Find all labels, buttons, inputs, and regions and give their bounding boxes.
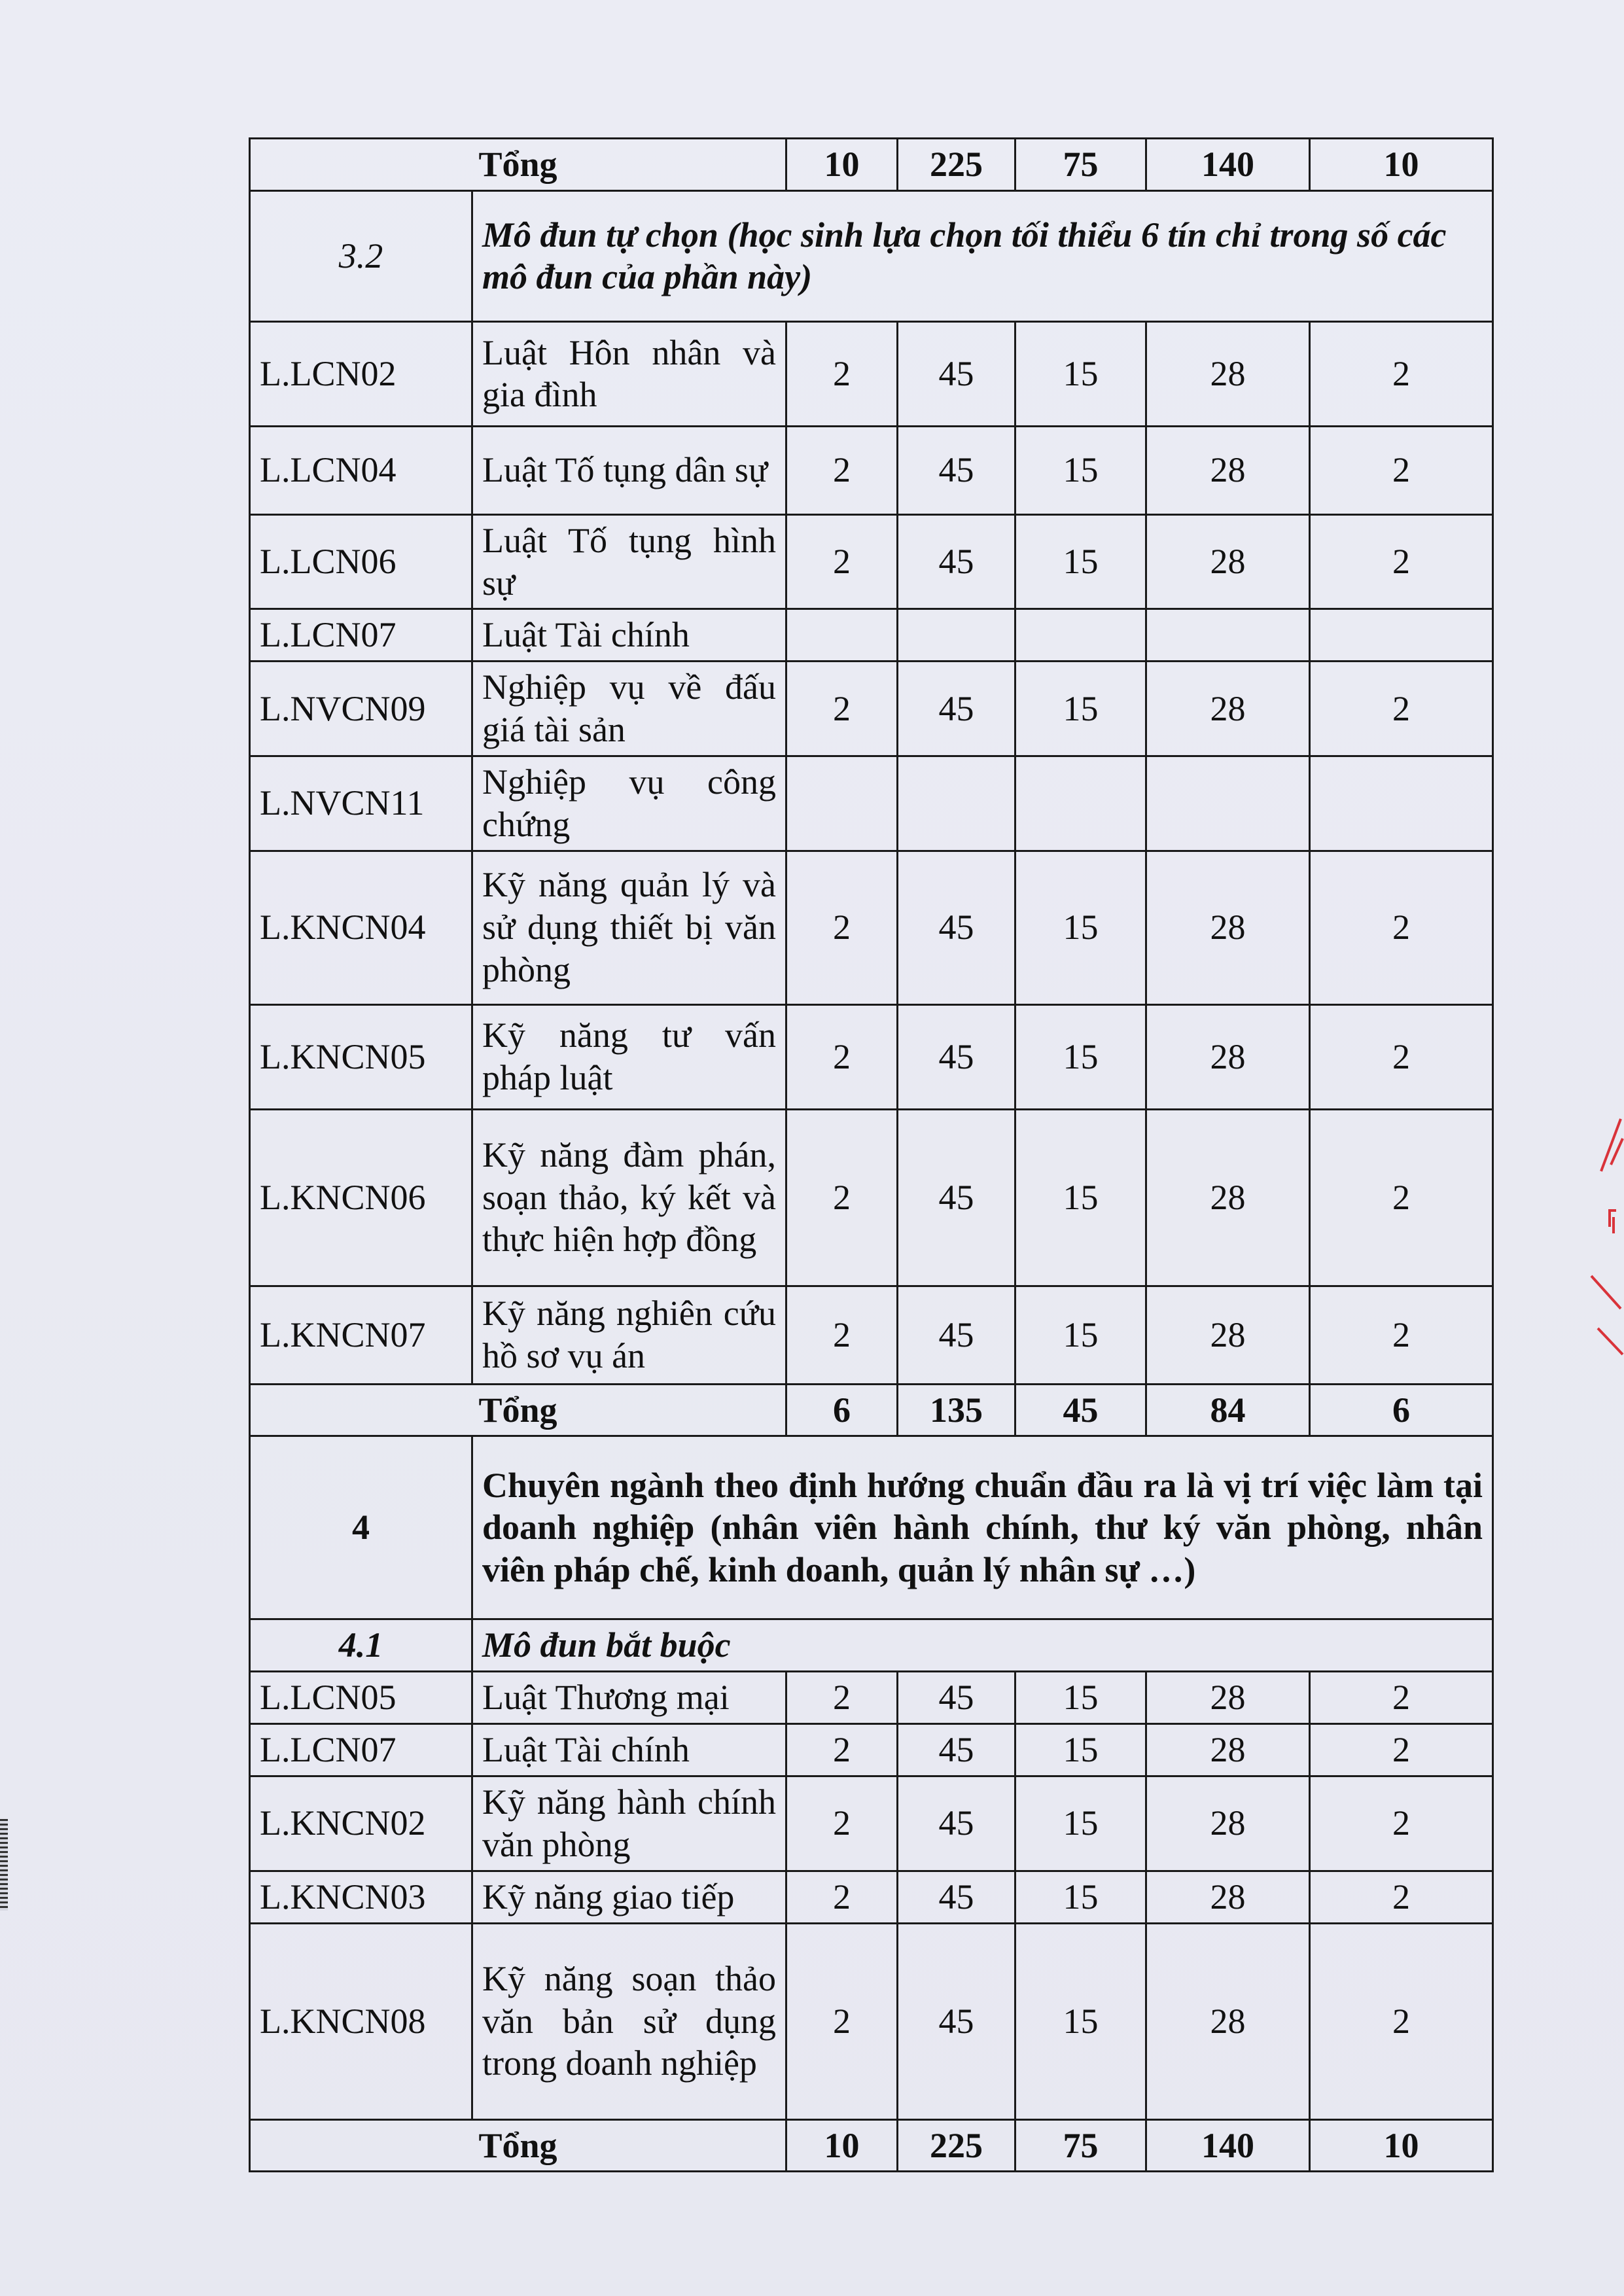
theory-cell: 15	[1015, 1776, 1146, 1871]
total-hours: 225	[898, 2119, 1015, 2172]
module-code: L.KNCN02	[250, 1776, 472, 1871]
table-row	[250, 1672, 1493, 1724]
credits-cell: 2	[786, 321, 898, 426]
table-row	[250, 851, 1493, 1004]
total-row-3-2	[250, 1384, 1493, 1436]
credits-cell: 2	[786, 1004, 898, 1109]
practice-cell: 28	[1146, 1723, 1310, 1776]
section-title: Chuyên ngành theo định hướng chuẩn đầu ra là vị trí việc làm tại doanh nghiệp (nhân viên hành chính, thư ký văn phòng, nhân viên pháp chế, kinh doanh, quản lý nhân sự …)	[472, 1436, 1493, 1619]
table-row	[250, 1004, 1493, 1109]
module-name: Kỹ năng soạn thảo văn bản sử dụng trong doanh nghiệp	[472, 1923, 786, 2119]
exam-cell: 2	[1310, 1923, 1493, 2119]
theory-cell	[1015, 609, 1146, 662]
module-code: L.KNCN08	[250, 1923, 472, 2119]
module-code: L.KNCN05	[250, 1004, 472, 1109]
hours-cell: 45	[898, 1109, 1015, 1286]
module-code: L.LCN05	[250, 1672, 472, 1724]
hours-cell: 45	[898, 1776, 1015, 1871]
credits-cell: 2	[786, 514, 898, 609]
module-name: Kỹ năng tư vấn pháp luật	[472, 1004, 786, 1109]
practice-cell	[1146, 609, 1310, 662]
table-row	[250, 321, 1493, 426]
hours-cell: 45	[898, 514, 1015, 609]
table-row	[250, 609, 1493, 662]
hours-cell: 45	[898, 426, 1015, 514]
total-credits: 10	[786, 2119, 898, 2172]
total-credits: 6	[786, 1384, 898, 1436]
credits-cell	[786, 609, 898, 662]
module-code: L.LCN07	[250, 1723, 472, 1776]
practice-cell: 28	[1146, 514, 1310, 609]
theory-cell: 15	[1015, 1723, 1146, 1776]
table-row	[250, 1723, 1493, 1776]
exam-cell: 2	[1310, 1723, 1493, 1776]
hours-cell: 45	[898, 1871, 1015, 1923]
table-row	[250, 1923, 1493, 2119]
hours-cell: 45	[898, 1923, 1015, 2119]
theory-cell: 15	[1015, 1672, 1146, 1724]
hours-cell: 45	[898, 1672, 1015, 1724]
table-row	[250, 1871, 1493, 1923]
practice-cell: 28	[1146, 1923, 1310, 2119]
scan-artifact	[0, 1819, 8, 1911]
section-header-4-1	[250, 1619, 1493, 1672]
table-row	[250, 1286, 1493, 1384]
theory-cell: 15	[1015, 514, 1146, 609]
total-theory: 75	[1015, 139, 1146, 191]
exam-cell: 2	[1310, 1672, 1493, 1724]
module-name: Kỹ năng giao tiếp	[472, 1871, 786, 1923]
theory-cell: 15	[1015, 1109, 1146, 1286]
total-theory: 45	[1015, 1384, 1146, 1436]
exam-cell: 2	[1310, 1776, 1493, 1871]
hours-cell: 45	[898, 1004, 1015, 1109]
theory-cell: 15	[1015, 321, 1146, 426]
credits-cell: 2	[786, 1109, 898, 1286]
total-row-4-1	[250, 2119, 1493, 2172]
exam-cell: 2	[1310, 426, 1493, 514]
total-label: Tổng	[250, 2119, 786, 2172]
total-practice: 84	[1146, 1384, 1310, 1436]
module-code: L.LCN06	[250, 514, 472, 609]
exam-cell: 2	[1310, 514, 1493, 609]
module-name: Kỹ năng đàm phán, soạn thảo, ký kết và thực hiện hợp đồng	[472, 1109, 786, 1286]
module-name: Luật Tài chính	[472, 1723, 786, 1776]
section-number: 4	[250, 1436, 472, 1619]
credits-cell: 2	[786, 1286, 898, 1384]
section-number: 3.2	[250, 190, 472, 321]
table-row	[250, 662, 1493, 756]
total-row-top	[250, 139, 1493, 191]
total-theory: 75	[1015, 2119, 1146, 2172]
credits-cell: 2	[786, 426, 898, 514]
module-code: L.KNCN06	[250, 1109, 472, 1286]
theory-cell	[1015, 756, 1146, 851]
theory-cell: 15	[1015, 1004, 1146, 1109]
hours-cell: 45	[898, 851, 1015, 1004]
table-row	[250, 1109, 1493, 1286]
module-name: Luật Tài chính	[472, 609, 786, 662]
hours-cell	[898, 609, 1015, 662]
exam-cell	[1310, 756, 1493, 851]
practice-cell: 28	[1146, 1109, 1310, 1286]
module-name: Kỹ năng quản lý và sử dụng thiết bị văn phòng	[472, 851, 786, 1004]
module-code: L.KNCN03	[250, 1871, 472, 1923]
hours-cell: 45	[898, 662, 1015, 756]
module-code: L.KNCN07	[250, 1286, 472, 1384]
practice-cell: 28	[1146, 662, 1310, 756]
exam-cell	[1310, 609, 1493, 662]
exam-cell: 2	[1310, 1286, 1493, 1384]
hours-cell: 45	[898, 321, 1015, 426]
practice-cell: 28	[1146, 1776, 1310, 1871]
total-practice: 140	[1146, 139, 1310, 191]
total-hours: 225	[898, 139, 1015, 191]
total-label: Tổng	[250, 1384, 786, 1436]
section-header-4	[250, 1436, 1493, 1619]
module-name: Luật Tố tụng dân sự	[472, 426, 786, 514]
practice-cell: 28	[1146, 851, 1310, 1004]
section-title: Mô đun bắt buộc	[472, 1619, 1493, 1672]
total-exam: 10	[1310, 139, 1493, 191]
curriculum-table	[249, 137, 1494, 2172]
module-name: Luật Hôn nhân và gia đình	[472, 321, 786, 426]
module-name: Luật Tố tụng hình sự	[472, 514, 786, 609]
credits-cell: 2	[786, 1776, 898, 1871]
credits-cell: 2	[786, 1871, 898, 1923]
theory-cell: 15	[1015, 426, 1146, 514]
module-name: Luật Thương mại	[472, 1672, 786, 1724]
credits-cell: 2	[786, 1723, 898, 1776]
theory-cell: 15	[1015, 851, 1146, 1004]
practice-cell	[1146, 756, 1310, 851]
table-row	[250, 756, 1493, 851]
module-name: Nghiệp vụ công chứng	[472, 756, 786, 851]
module-code: L.NVCN09	[250, 662, 472, 756]
theory-cell: 15	[1015, 1286, 1146, 1384]
total-hours: 135	[898, 1384, 1015, 1436]
hours-cell: 45	[898, 1286, 1015, 1384]
practice-cell: 28	[1146, 1004, 1310, 1109]
practice-cell: 28	[1146, 426, 1310, 514]
practice-cell: 28	[1146, 321, 1310, 426]
total-exam: 6	[1310, 1384, 1493, 1436]
module-name: Nghiệp vụ về đấu giá tài sản	[472, 662, 786, 756]
theory-cell: 15	[1015, 662, 1146, 756]
red-stamp-fragment	[1585, 1112, 1624, 1361]
module-code: L.LCN02	[250, 321, 472, 426]
hours-cell	[898, 756, 1015, 851]
practice-cell: 28	[1146, 1286, 1310, 1384]
total-label: Tổng	[250, 139, 786, 191]
theory-cell: 15	[1015, 1871, 1146, 1923]
module-code: L.NVCN11	[250, 756, 472, 851]
credits-cell: 2	[786, 662, 898, 756]
section-title: Mô đun tự chọn (học sinh lựa chọn tối thiểu 6 tín chỉ trong số các mô đun của phần này)	[472, 190, 1493, 321]
credits-cell: 2	[786, 1672, 898, 1724]
credits-cell: 2	[786, 851, 898, 1004]
total-practice: 140	[1146, 2119, 1310, 2172]
section-header-3-2	[250, 190, 1493, 321]
theory-cell: 15	[1015, 1923, 1146, 2119]
exam-cell: 2	[1310, 1109, 1493, 1286]
practice-cell: 28	[1146, 1871, 1310, 1923]
table-row	[250, 1776, 1493, 1871]
credits-cell	[786, 756, 898, 851]
total-credits: 10	[786, 139, 898, 191]
exam-cell: 2	[1310, 1871, 1493, 1923]
credits-cell: 2	[786, 1923, 898, 2119]
total-exam: 10	[1310, 2119, 1493, 2172]
table-row	[250, 514, 1493, 609]
exam-cell: 2	[1310, 662, 1493, 756]
module-name: Kỹ năng hành chính văn phòng	[472, 1776, 786, 1871]
module-code: L.LCN07	[250, 609, 472, 662]
exam-cell: 2	[1310, 321, 1493, 426]
module-name: Kỹ năng nghiên cứu hồ sơ vụ án	[472, 1286, 786, 1384]
table-row	[250, 426, 1493, 514]
module-code: L.KNCN04	[250, 851, 472, 1004]
exam-cell: 2	[1310, 1004, 1493, 1109]
exam-cell: 2	[1310, 851, 1493, 1004]
practice-cell: 28	[1146, 1672, 1310, 1724]
module-code: L.LCN04	[250, 426, 472, 514]
section-number: 4.1	[250, 1619, 472, 1672]
hours-cell: 45	[898, 1723, 1015, 1776]
